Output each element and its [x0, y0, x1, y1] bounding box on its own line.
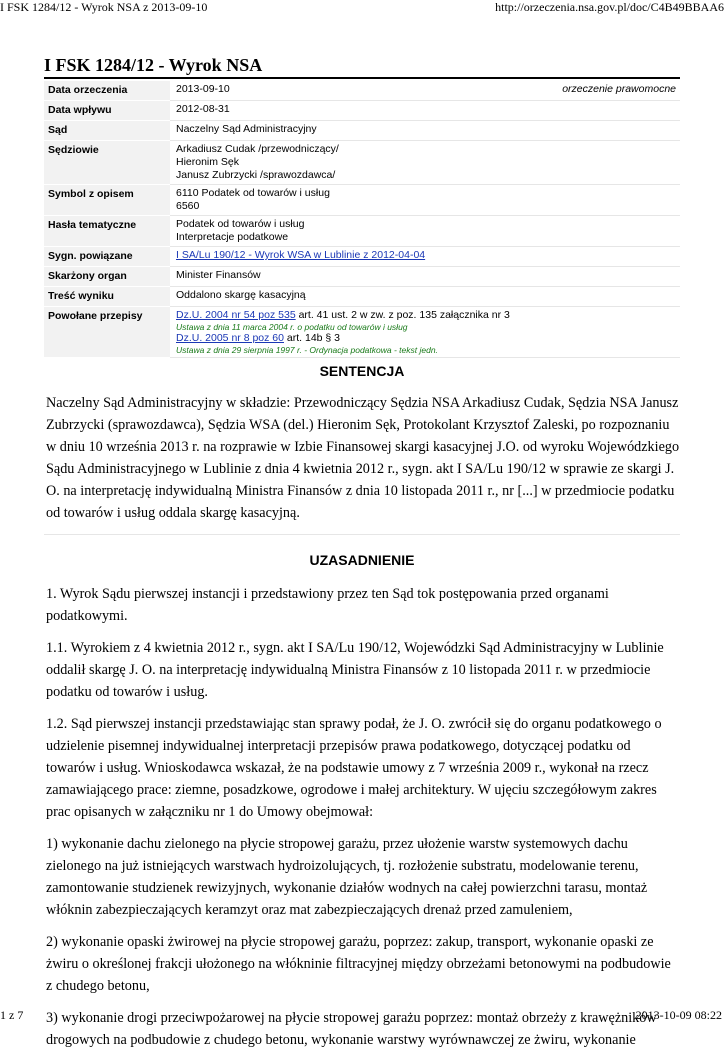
- value-sygn: [170, 247, 680, 267]
- label-przepisy: Powołane przepisy: [44, 307, 170, 358]
- print-header-title: I FSK 1284/12 - Wyrok NSA z 2013-09-10: [0, 0, 208, 14]
- page-number: 1 z 7: [0, 1008, 24, 1022]
- sentencja-heading: SENTENCJA: [319, 363, 405, 379]
- symbol-line: 6560: [176, 200, 200, 212]
- label-organ: Skarżony organ: [44, 267, 170, 287]
- value-data-orzeczenia: [170, 81, 680, 101]
- value-organ: Minister Finansów: [170, 267, 680, 287]
- table-row: [44, 247, 680, 267]
- provision-item: [176, 309, 676, 322]
- table-row: [44, 216, 680, 247]
- table-row: [44, 141, 680, 185]
- print-header-url: http://orzeczenia.nsa.gov.pl/doc/C4B49BBAA6: [495, 0, 724, 14]
- related-case-link[interactable]: I SA/Lu 190/12 - Wyrok WSA w Lublinie z 2012-04-04: [176, 249, 426, 261]
- divider: [44, 534, 680, 535]
- label-sedziowie: Sędziowie: [44, 141, 170, 185]
- value-sedziowie: [170, 141, 680, 185]
- table-row: [44, 101, 680, 121]
- paragraph: 1.1. Wyrokiem z 4 kwietnia 2012 r., sygn. akt I SA/Lu 190/12, Wojewódzki Sąd Administracyjny w Lublinie oddalił skargę J. O. na interpretację indywidualną Ministra Finansów z 10 listopada 2011 r. w przedmiocie podatku od towarów i usług.: [46, 640, 664, 700]
- provision-text: art. 14b § 3: [283, 332, 341, 344]
- value-sad: Naczelny Sąd Administracyjny: [170, 121, 680, 141]
- table-row: [44, 267, 680, 287]
- label-data-wplywu: Data wpływu: [44, 101, 170, 121]
- table-row: [44, 185, 680, 216]
- page-title: I FSK 1284/12 - Wyrok NSA: [44, 54, 680, 79]
- label-hasla: Hasła tematyczne: [44, 216, 170, 247]
- provision-note: Ustawa z dnia 29 sierpnia 1997 r. - Ordynacja podatkowa - tekst jedn.: [176, 345, 438, 355]
- judge-name: Janusz Zubrzycki /sprawozdawca/: [176, 169, 336, 181]
- keyword: Interpretacje podatkowe: [176, 231, 289, 243]
- judge-name: Arkadiusz Cudak /przewodniczący/: [176, 143, 339, 155]
- label-data-orzeczenia: Data orzeczenia: [44, 81, 170, 101]
- provision-link[interactable]: Dz.U. 2004 nr 54 poz 535: [176, 309, 296, 321]
- table-row: [44, 287, 680, 307]
- value-przepisy: [170, 307, 680, 358]
- paragraph: 1.2. Sąd pierwszej instancji przedstawiając stan sprawy podał, że J. O. zwrócił się do organu podatkowego o udzielenie pisemnej indywidualnej interpretacji przepisów prawa podatkowego, dotyczącej podatku od towarów i usług. Wnioskodawca wskazał, że na podstawie umowy z 7 września 2009 r., wykonał na rzecz zamawiającego prace: ziemne, posadzkowe, ogrodowe i małej architektury. W ujęciu szczegółowym zakres prac opisanych w załączniku nr 1 do Umowy obejmował:: [46, 716, 662, 820]
- provision-text: art. 41 ust. 2 w zw. z poz. 135 załącznika nr 3: [295, 309, 510, 321]
- value-data-wplywu: 2012-08-31: [170, 101, 680, 121]
- metadata-table: [44, 81, 680, 358]
- paragraph: 2) wykonanie opaski żwirowej na płycie stropowej garażu, poprzez: zakup, transport, wykonanie opaski ze żwiru o określonej frakcji ułożonego na włókninie filtracyjnej między obrzeżami betonowymi na podbudowie z chudego betonu,: [46, 934, 671, 994]
- uzasadnienie-heading: UZASADNIENIE: [309, 552, 415, 568]
- table-row: [44, 81, 680, 101]
- label-symbol: Symbol z opisem: [44, 185, 170, 216]
- document-content: [44, 54, 680, 1061]
- table-row: [44, 307, 680, 358]
- provision-link[interactable]: Dz.U. 2005 nr 8 poz 60: [176, 332, 284, 344]
- judge-name: Hieronim Sęk: [176, 156, 240, 168]
- symbol-line: 6110 Podatek od towarów i usług: [176, 187, 330, 199]
- provision-note: Ustawa z dnia 11 marca 2004 r. o podatku od towarów i usług: [176, 322, 408, 332]
- label-tresc: Treść wyniku: [44, 287, 170, 307]
- provision-item: [176, 332, 676, 345]
- label-sad: Sąd: [44, 121, 170, 141]
- sentencja-text: Naczelny Sąd Administracyjny w składzie: Przewodniczący Sędzia NSA Arkadiusz Cudak, Sędzia NSA Janusz Zubrzycki (sprawozdawca), Sędzia WSA (del.) Hieronim Sęk, Protokolant Krzysztof Zaleski, po rozpoznaniu w dniu 10 września 2013 r. na rozprawie w Izbie Finansowej skargi kasacyjnej J.O. od wyroku Wojewódzkiego Sądu Administracyjnego w Lublinie z dnia 4 kwietnia 2012 r., sygn. akt I SA/Lu 190/12 w sprawie ze skargi J. O. na interpretację indywidualną Ministra Finansów z dnia 10 listopada 2011 r., nr [...] w przedmiocie podatku od towarów i usług oddala skargę kasacyjną.: [46, 395, 680, 521]
- value-hasla: [170, 216, 680, 247]
- status-badge: orzeczenie prawomocne: [562, 83, 676, 95]
- table-row: [44, 121, 680, 141]
- keyword: Podatek od towarów i usług: [176, 218, 305, 230]
- value-symbol: [170, 185, 680, 216]
- print-timestamp: 2013-10-09 08:22: [635, 1008, 722, 1022]
- paragraph: 1. Wyrok Sądu pierwszej instancji i przedstawiony przez ten Sąd tok postępowania przed organami podatkowymi.: [46, 586, 609, 624]
- judgment-date: 2013-09-10: [176, 83, 230, 95]
- label-sygn: Sygn. powiązane: [44, 247, 170, 267]
- paragraph: 3) wykonanie drogi przeciwpożarowej na płycie stropowej garażu poprzez: montaż obrzeży z krawężników drogowych na podbudowie z chudego betonu, wykonanie warstwy wyrównawczej ze żwiru, wykonanie: [46, 1010, 657, 1048]
- value-tresc: Oddalono skargę kasacyjną: [170, 287, 680, 307]
- paragraph: 1) wykonanie dachu zielonego na płycie stropowej garażu, przez ułożenie warstw systemowych dachu zielonego na już istniejących warstwach hydroizolujących, tj. rozłożenie substratu, modelowanie terenu, zamontowanie studzienek rewizyjnych, wykonanie działów wodnych na całej powierzchni tarasu, montaż włóknin zabezpieczających keramzyt oraz mat zabezpieczających drenaż przed zamuleniem,: [46, 836, 648, 918]
